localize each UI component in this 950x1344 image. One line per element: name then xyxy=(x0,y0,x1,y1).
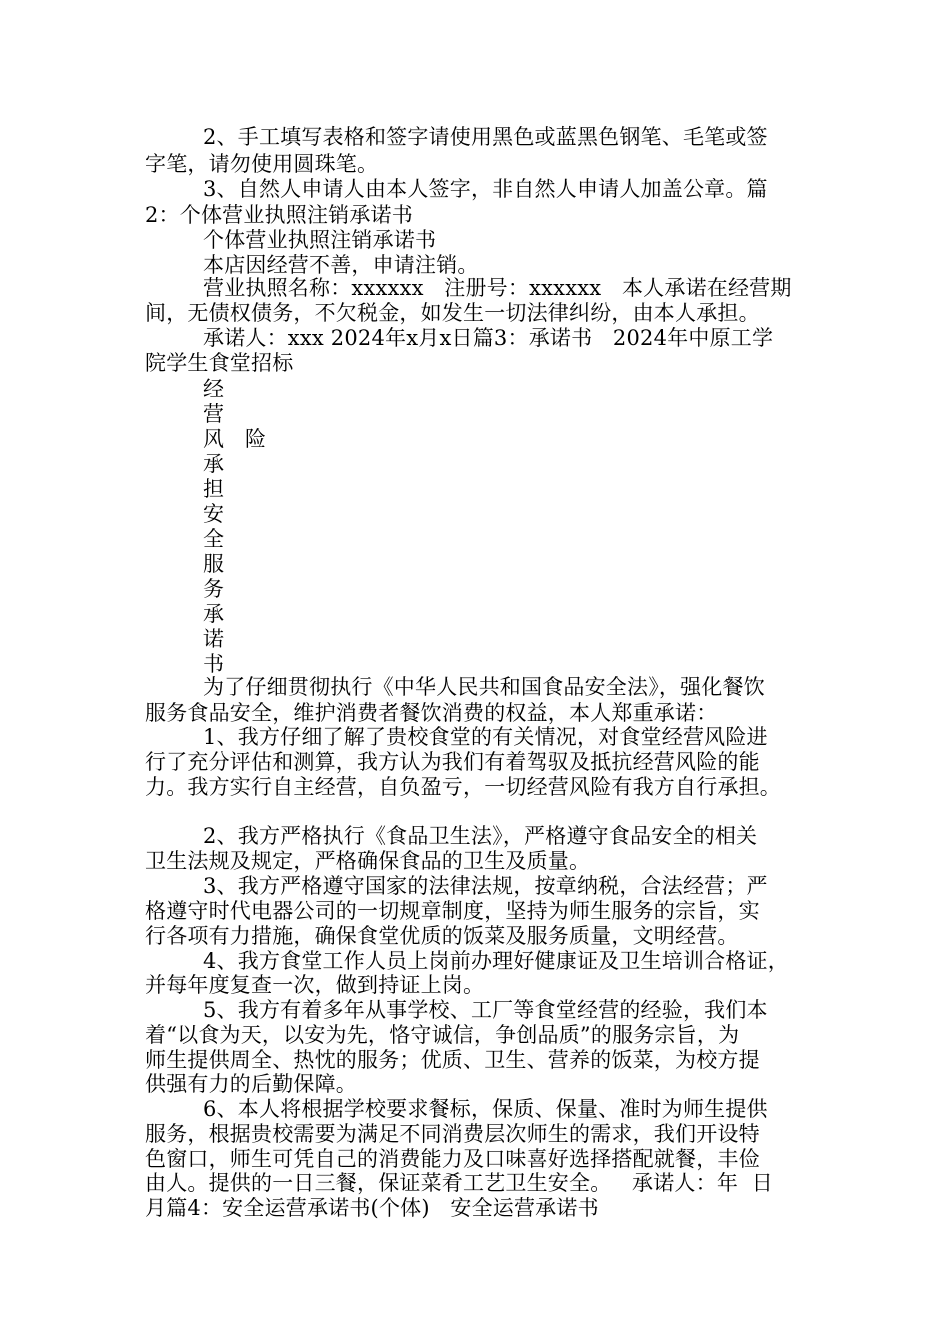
vertical-title-char: 服 xyxy=(203,552,224,576)
vertical-title-char: 经 xyxy=(203,377,224,401)
vertical-title-char: 承 xyxy=(203,602,224,626)
text-line: 6、本人将根据学校要求餐标，保质、保量、准时为师生提供 xyxy=(203,1097,768,1121)
text-line: 力。我方实行自主经营，自负盈亏，一切经营风险有我方自行承担。 xyxy=(145,775,781,799)
vertical-title-char: 担 xyxy=(203,477,224,501)
text-line: 字笔，请勿使用圆珠笔。 xyxy=(145,152,379,176)
text-line: 营业执照名称：xxxxxx 注册号：xxxxxx 本人承诺在经营期 xyxy=(203,276,792,300)
text-line: 3、自然人申请人由本人签字，非自然人申请人加盖公章。篇 xyxy=(203,177,768,201)
text-line: 服务食品安全，维护消费者餐饮消费的权益，本人郑重承诺： xyxy=(145,701,718,725)
text-line: 月篇4：安全运营承诺书(个体) 安全运营承诺书 xyxy=(145,1196,599,1220)
vertical-title-char: 营 xyxy=(203,402,224,426)
text-line: 3、我方严格遵守国家的法律法规，按章纳税，合法经营；严 xyxy=(203,874,768,898)
text-line: 本店因经营不善，申请注销。 xyxy=(203,253,479,277)
text-line: 4、我方食堂工作人员上岗前办理好健康证及卫生培训合格证， xyxy=(203,949,789,973)
text-line: 卫生法规及规定，严格确保食品的卫生及质量。 xyxy=(145,849,591,873)
vertical-title-side-char: 险 xyxy=(245,427,266,451)
vertical-title-char: 承 xyxy=(203,452,224,476)
text-line: 服务，根据贵校需要为满足不同消费层次师生的需求，我们开设特 xyxy=(145,1122,760,1146)
text-line: 2：个体营业执照注销承诺书 xyxy=(145,203,413,227)
text-line: 由人。提供的一日三餐，保证菜肴工艺卫生安全。 承诺人：年 日 xyxy=(145,1171,773,1195)
text-line: 5、我方有着多年从事学校、工厂等食堂经营的经验，我们本 xyxy=(203,998,768,1022)
vertical-title-char: 书 xyxy=(203,652,224,676)
text-line: 格遵守时代电器公司的一切规章制度，坚持为师生服务的宗旨，实 xyxy=(145,899,760,923)
text-line: 间，无债权债务，不欠税金，如发生一切法律纠纷，由本人承担。 xyxy=(145,301,760,325)
text-line: 2、手工填写表格和签字请使用黑色或蓝黑色钢笔、毛笔或签 xyxy=(203,125,768,149)
text-line: 1、我方仔细了解了贵校食堂的有关情况，对食堂经营风险进 xyxy=(203,725,768,749)
text-line: 个体营业执照注销承诺书 xyxy=(203,228,437,252)
vertical-title-char: 风 xyxy=(203,427,224,451)
text-line: 行了充分评估和测算，我方认为我们有着驾驭及抵抗经营风险的能 xyxy=(145,750,760,774)
vertical-title-char: 全 xyxy=(203,527,224,551)
text-line: 院学生食堂招标 xyxy=(145,351,294,375)
vertical-title-char: 诺 xyxy=(203,627,224,651)
text-line: 2、我方严格执行《食品卫生法》，严格遵守食品安全的相关 xyxy=(203,824,758,848)
vertical-title-char: 务 xyxy=(203,577,224,601)
text-line: 着“以食为天，以安为先，恪守诚信，争创品质”的服务宗旨，为 xyxy=(145,1023,740,1047)
vertical-title-char: 安 xyxy=(203,502,224,526)
text-line: 承诺人：xxx 2024年x月x日篇3：承诺书 2024年中原工学 xyxy=(203,326,774,350)
text-line: 为了仔细贯彻执行《中华人民共和国食品安全法》，强化餐饮 xyxy=(203,675,765,699)
text-line: 色窗口，师生可凭自己的消费能力及口味喜好选择搭配就餐，丰俭 xyxy=(145,1147,760,1171)
text-line: 师生提供周全、热忱的服务；优质、卫生、营养的饭菜，为校方提 xyxy=(145,1048,760,1072)
text-line: 并每年度复查一次，做到持证上岗。 xyxy=(145,973,485,997)
text-line: 行各项有力措施，确保食堂优质的饭菜及服务质量，文明经营。 xyxy=(145,924,739,948)
text-line: 供强有力的后勤保障。 xyxy=(145,1072,357,1096)
